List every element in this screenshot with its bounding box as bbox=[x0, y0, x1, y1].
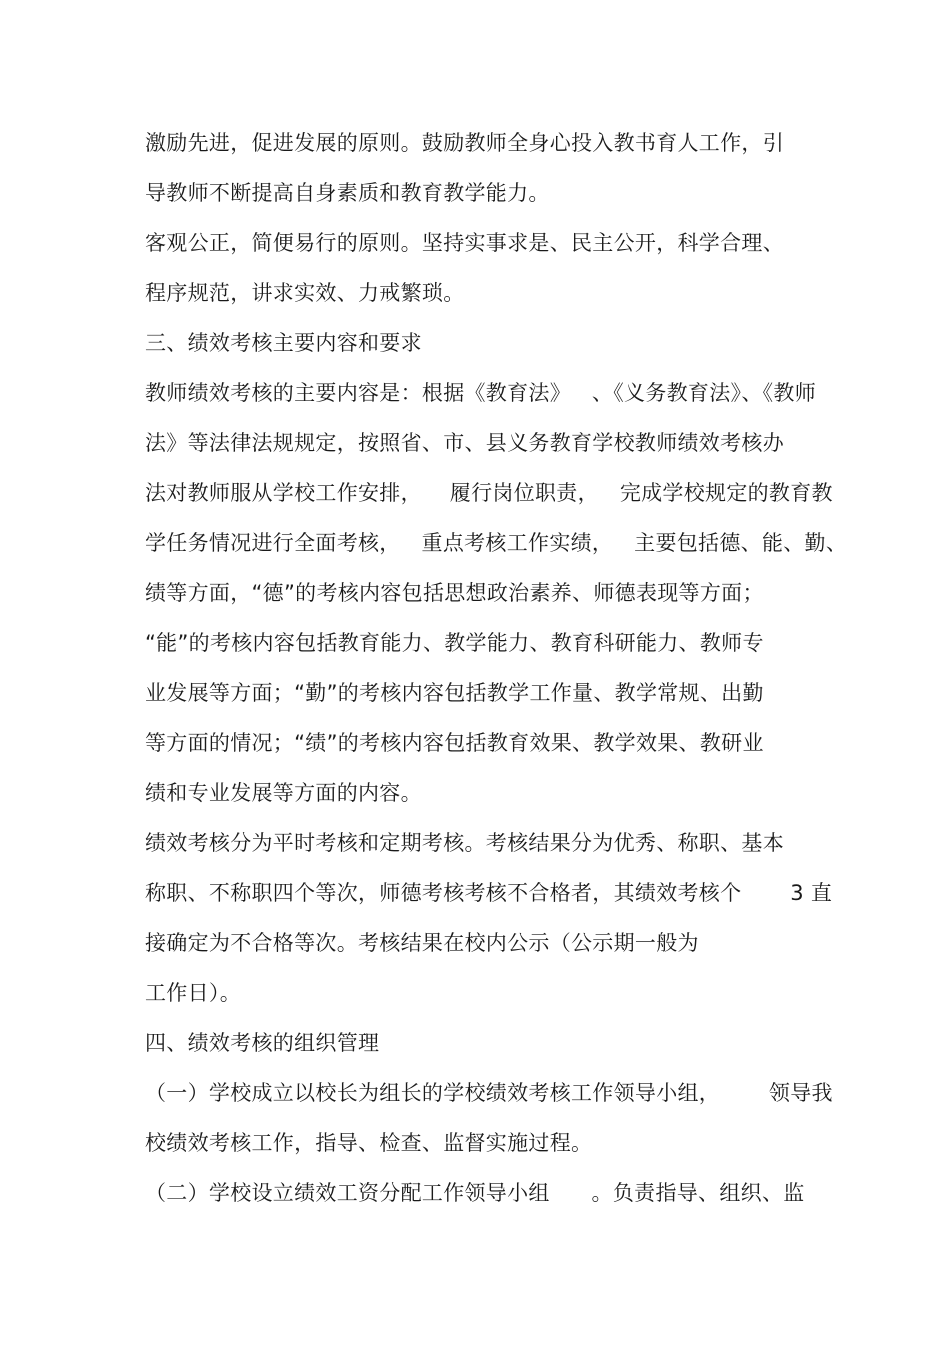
text-line: 称职、不称职四个等次，师德考核考核不合格者，其绩效考核个 3 直 bbox=[145, 881, 833, 905]
section-heading: 三、绩效考核主要内容和要求 bbox=[145, 331, 422, 355]
text-line: 校绩效考核工作，指导、检查、监督实施过程。 bbox=[145, 1131, 593, 1155]
text-line: 教师绩效考核的主要内容是：根据《教育法》 、《义务教育法》、《教师 bbox=[145, 381, 817, 405]
text-line: 导教师不断提高自身素质和教育教学能力。 bbox=[145, 181, 550, 205]
text-line: 工作日）。 bbox=[145, 981, 241, 1005]
text-line: 法对教师服从学校工作安排， 履行岗位职责， 完成学校规定的教育教 bbox=[145, 481, 833, 505]
text-line: 客观公正，简便易行的原则。坚持实事求是、民主公开，科学合理、 bbox=[145, 231, 784, 255]
text-line: 程序规范，讲求实效、力戒繁琐。 bbox=[145, 281, 465, 305]
text-line: （一）学校成立以校长为组长的学校绩效考核工作领导小组， 领导我 bbox=[145, 1081, 833, 1105]
text-line: “能”的考核内容包括教育能力、教学能力、教育科研能力、教师专 bbox=[145, 631, 764, 655]
text-line: 等方面的情况；“绩”的考核内容包括教育效果、教学效果、教研业 bbox=[145, 731, 764, 755]
text-line: 绩效考核分为平时考核和定期考核。考核结果分为优秀、称职、基本 bbox=[145, 831, 784, 855]
text-line: 学任务情况进行全面考核， 重点考核工作实绩， 主要包括德、能、勤、 bbox=[145, 531, 848, 555]
text-line: 激励先进，促进发展的原则。鼓励教师全身心投入教书育人工作，引 bbox=[145, 131, 784, 155]
text-line: （二）学校设立绩效工资分配工作领导小组 。负责指导、组织、监 bbox=[145, 1181, 805, 1205]
text-line: 接确定为不合格等次。考核结果在校内公示（公示期一般为 bbox=[145, 931, 699, 955]
text-line: 业发展等方面；“勤”的考核内容包括教学工作量、教学常规、出勤 bbox=[145, 681, 764, 705]
section-heading: 四、绩效考核的组织管理 bbox=[145, 1031, 380, 1055]
text-line: 绩等方面，“德”的考核内容包括思想政治素养、师德表现等方面； bbox=[145, 581, 764, 605]
text-line: 绩和专业发展等方面的内容。 bbox=[145, 781, 422, 805]
text-line: 法》等法律法规规定，按照省、市、县义务教育学校教师绩效考核办 bbox=[145, 431, 784, 455]
